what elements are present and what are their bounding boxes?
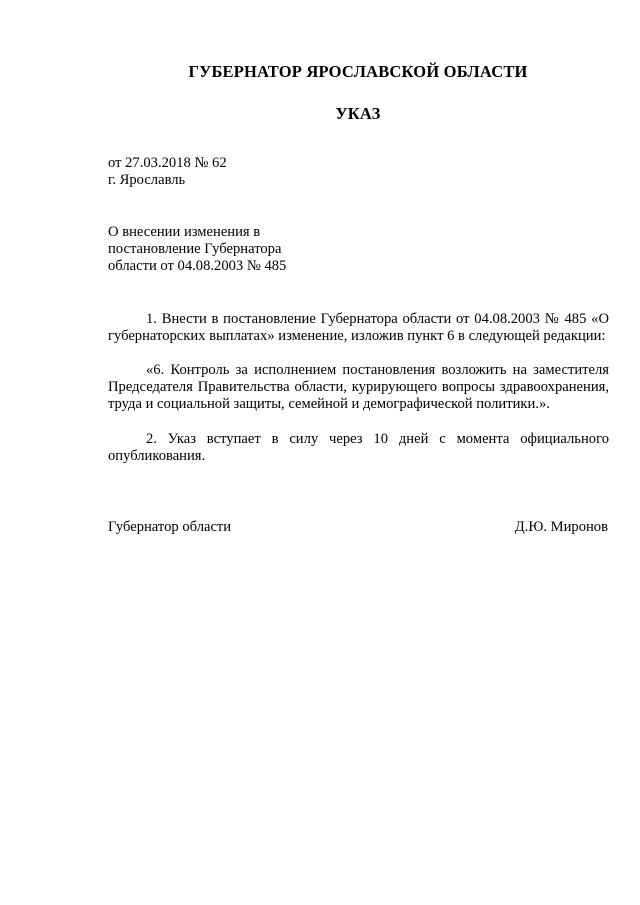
issuing-authority-title: ГУБЕРНАТОР ЯРОСЛАВСКОЙ ОБЛАСТИ: [188, 62, 528, 81]
body-paragraph-2: 2. Указ вступает в силу через 10 дней с момента официального опубликования.: [108, 431, 609, 465]
signatory-position: Губернатор области: [108, 519, 232, 535]
subject-line-1: О внесении изменения в: [108, 224, 261, 240]
subject-line-2: постановление Губернатора: [108, 241, 282, 257]
date-number-line: от 27.03.2018 № 62: [108, 155, 227, 171]
document-type-title: УКАЗ: [335, 104, 381, 123]
body-paragraph-1-quote: «6. Контроль за исполнением постановления возложить на заместителя Председателя Правительства области, курирующего вопросы здравоохранения, труда и социальной защиты, семейной и демографической политики.».: [108, 362, 609, 413]
place-line: г. Ярославль: [108, 172, 186, 188]
body-paragraph-1: 1. Внести в постановление Губернатора области от 04.08.2003 № 485 «О губернаторских выплатах» изменение, изложив пункт 6 в следующей редакции:: [108, 311, 609, 345]
signatory-name: Д.Ю. Миронов: [514, 519, 608, 535]
subject-line-3: области от 04.08.2003 № 485: [108, 258, 287, 274]
